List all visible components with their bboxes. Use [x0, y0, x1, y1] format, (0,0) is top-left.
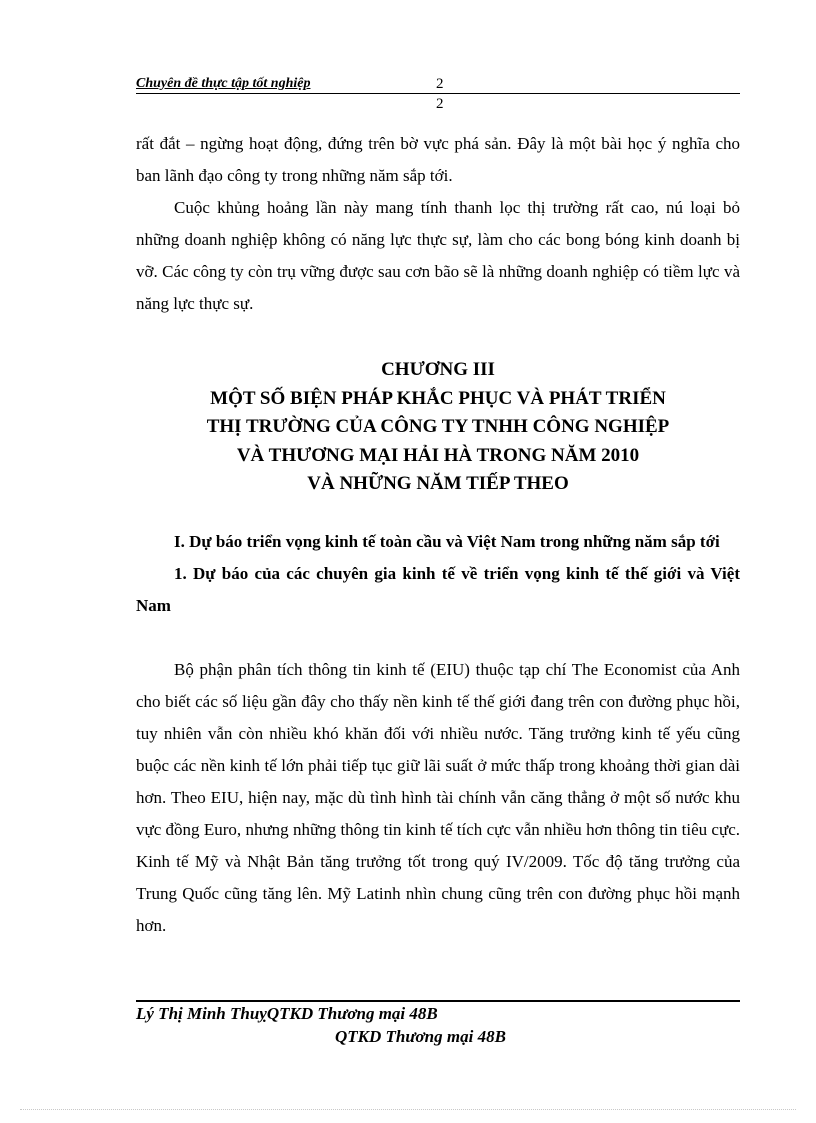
body-paragraphs	[136, 654, 740, 942]
footer-class: QTKD Thương mại 48B	[335, 1027, 506, 1046]
header-page-number-repeat: 2	[436, 96, 444, 112]
page-header	[136, 76, 740, 116]
page-bottom-border	[20, 1109, 796, 1110]
intro-paragraph: Cuộc khủng hoảng lần này mang tính thanh lọc thị trường rất cao, nú loại bỏ những doanh nghiệp không có năng lực thực sự, làm cho các bong bóng kinh doanh bị vỡ. Các công ty còn trụ vững được sau cơn bão sẽ là những doanh nghiệp có tiềm lực và năng lực thực sự.	[136, 198, 740, 313]
chapter-title-line: VÀ THƯƠNG MẠI HẢI HÀ TRONG NĂM 2010	[236, 444, 640, 466]
chapter-title-line: THỊ TRƯỜNG CỦA CÔNG TY TNHH CÔNG NGHIỆP	[206, 416, 670, 437]
header-page-number: 2	[436, 76, 444, 92]
header-rule	[136, 93, 740, 94]
subsection-title: 1. Dự báo của các chuyên gia kinh tế về triển vọng kinh tế thế giới và Việt Nam	[136, 564, 740, 615]
chapter-number: CHƯƠNG III	[381, 359, 495, 380]
header-title: Chuyên đề thực tập tốt nghiệp	[136, 76, 311, 91]
body-paragraph: Bộ phận phân tích thông tin kinh tế (EIU) thuộc tạp chí The Economist của Anh cho biết các số liệu gần đây cho thấy nền kinh tế thế giới đang trên con đường phục hồi, tuy nhiên vẫn còn nhiều khó khăn đối với nhiều nước. Tăng trưởng kinh tế yếu cũng buộc các nền kinh tế lớn phải tiếp tục giữ lãi suất ở mức thấp trong khoảng thời gian dài hơn. Theo EIU, hiện nay, mặc dù tình hình tài chính vẫn căng thẳng ở một số nước khu vực đồng Euro, nhưng những thông tin kinh tế tích cực vẫn nhiều hơn thông tin tiêu cực. Kinh tế Mỹ và Nhật Bản tăng trưởng tốt trong quý IV/2009. Tốc độ tăng trưởng của Trung Quốc cũng tăng lên. Mỹ Latinh nhìn chung cũng trên con đường phục hồi mạnh hơn.	[136, 660, 740, 935]
footer-rule	[136, 1000, 740, 1002]
chapter-heading	[136, 356, 740, 499]
chapter-title-line: VÀ NHỮNG NĂM TIẾP THEO	[307, 473, 569, 494]
chapter-title-line: MỘT SỐ BIỆN PHÁP KHẮC PHỤC VÀ PHÁT TRIỂN	[210, 387, 666, 409]
intro-paragraph-continuation: rất đắt – ngừng hoạt động, đứng trên bờ vực phá sản. Đây là một bài học ý nghĩa cho ban lãnh đạo công ty trong những năm sắp tới.	[136, 134, 740, 185]
section-title: I. Dự báo triển vọng kinh tế toàn cầu và Việt Nam trong những năm sắp tới	[174, 532, 720, 551]
footer-author: Lý Thị Minh ThuỵQTKD Thương mại 48B	[136, 1004, 438, 1023]
intro-paragraphs	[136, 128, 740, 320]
section-heading	[136, 526, 740, 622]
